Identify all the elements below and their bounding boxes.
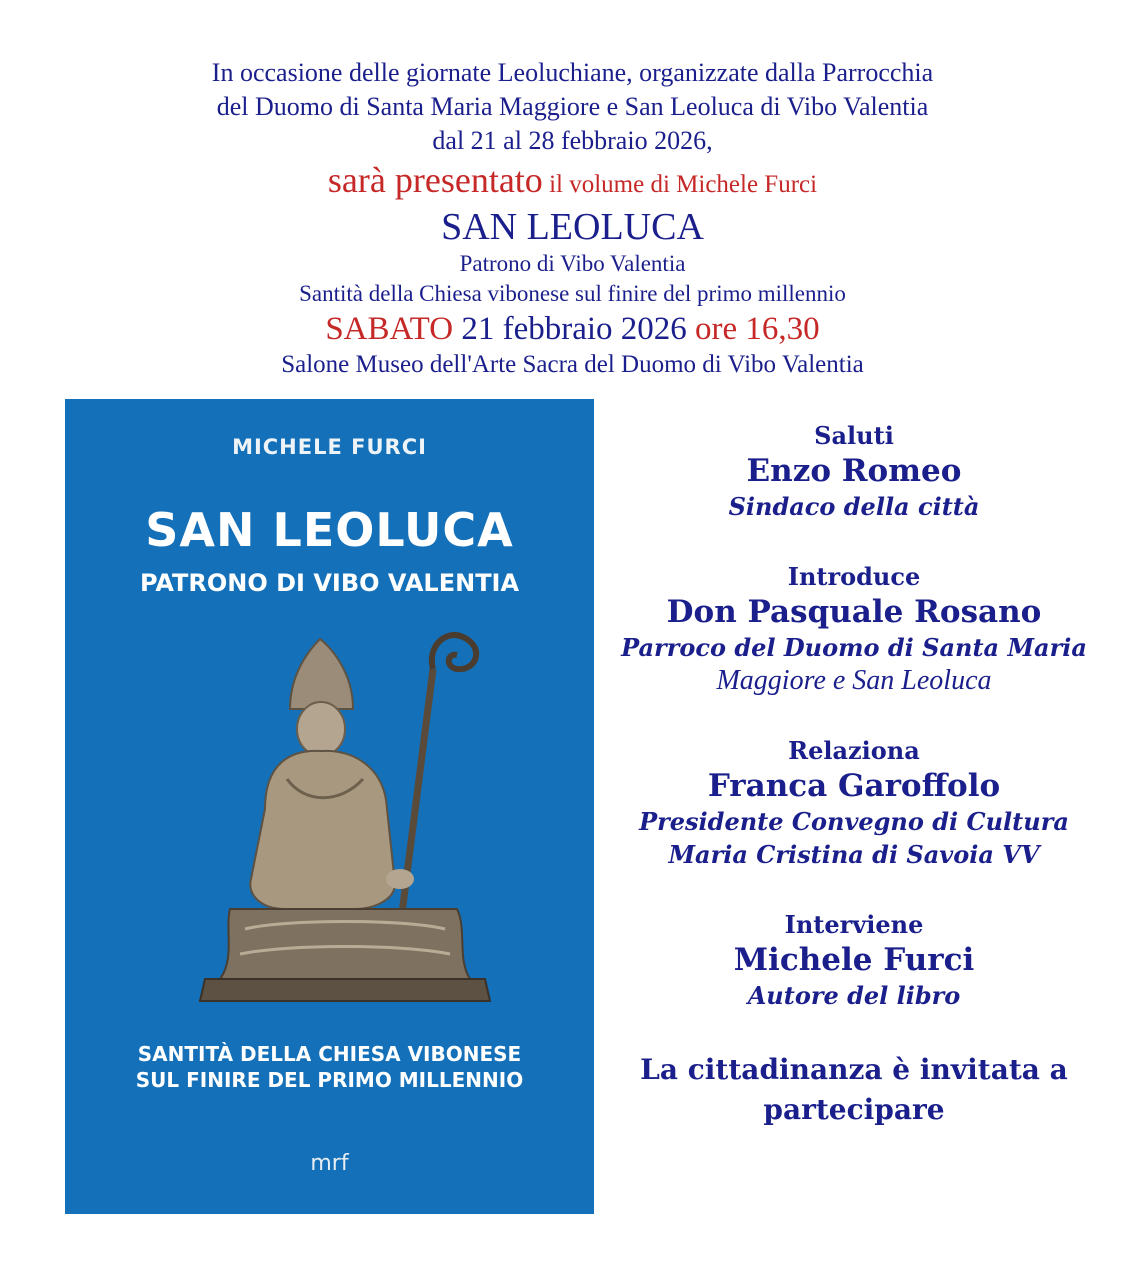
program-item xyxy=(604,909,1104,1012)
event-day: SABATO xyxy=(325,311,454,347)
program-speaker: Don Pasquale Rosano xyxy=(666,594,1042,630)
book-subtitle-2: Santità della Chiesa vibonese sul finire del primo millennio xyxy=(299,281,846,306)
invitation-line-1: La cittadinanza è invitata a xyxy=(640,1053,1068,1086)
program-speaker: Enzo Romeo xyxy=(746,453,962,489)
program-speaker-title: Maria Cristina di Savoia VV xyxy=(668,840,1040,869)
presented-author: il volume di Michele Furci xyxy=(549,171,818,198)
cover-author: MICHELE FURCI xyxy=(232,435,427,459)
program-speaker: Michele Furci xyxy=(733,942,975,978)
program-speaker-title: Sindaco della città xyxy=(728,492,980,521)
program-role: Saluti xyxy=(814,421,894,450)
program-list xyxy=(604,420,1104,1130)
cover-subtitle: PATRONO DI VIBO VALENTIA xyxy=(139,569,520,597)
program-role: Interviene xyxy=(784,910,924,939)
intro-line-3: dal 21 al 28 febbraio 2026, xyxy=(432,126,713,155)
program-role: Relaziona xyxy=(788,736,920,765)
saint-statue-image xyxy=(195,629,495,1009)
program-role: Introduce xyxy=(787,562,921,591)
event-date xyxy=(0,309,1145,349)
program-item xyxy=(604,735,1104,871)
event-date-value: 21 febbraio 2026 xyxy=(461,311,687,347)
presentation-line xyxy=(0,162,1145,203)
program-speaker-title: Presidente Convegno di Cultura xyxy=(639,807,1069,836)
invitation-line-2: partecipare xyxy=(763,1093,945,1126)
intro-line-2: del Duomo di Santa Maria Maggiore e San Leoluca di Vibo Valentia xyxy=(216,92,929,121)
cover-footer-line-2: SUL FINIRE DEL PRIMO MILLENNIO xyxy=(135,1068,524,1092)
cover-title: SAN LEOLUCA xyxy=(145,503,514,557)
presented-heading: sarà presentato xyxy=(327,160,543,200)
event-header xyxy=(0,56,1145,381)
book-subtitle-1: Patrono di Vibo Valentia xyxy=(459,251,686,276)
cover-publisher-logo: mrf xyxy=(310,1151,349,1176)
program-speaker-title: Parroco del Duomo di Santa Maria xyxy=(621,633,1087,662)
invitation-text xyxy=(604,1050,1104,1130)
cover-footer xyxy=(65,1041,594,1093)
intro-line-1: In occasione delle giornate Leoluchiane, organizzate dalla Parrocchia xyxy=(211,58,934,87)
program-item xyxy=(604,561,1104,697)
cover-footer-line-1: SANTITÀ DELLA CHIESA VIBONESE xyxy=(137,1042,522,1066)
event-time: ore 16,30 xyxy=(695,311,820,347)
book-cover xyxy=(65,399,594,1214)
program-item xyxy=(604,420,1104,523)
program-speaker-title-line: Maggiore e San Leoluca xyxy=(716,665,992,696)
program-speaker-title xyxy=(604,664,1104,697)
program-speaker: Franca Garoffolo xyxy=(707,768,1001,804)
book-title: SAN LEOLUCA xyxy=(441,206,704,248)
program-speaker-title: Autore del libro xyxy=(747,981,961,1010)
event-venue: Salone Museo dell'Arte Sacra del Duomo di Vibo Valentia xyxy=(281,351,864,378)
